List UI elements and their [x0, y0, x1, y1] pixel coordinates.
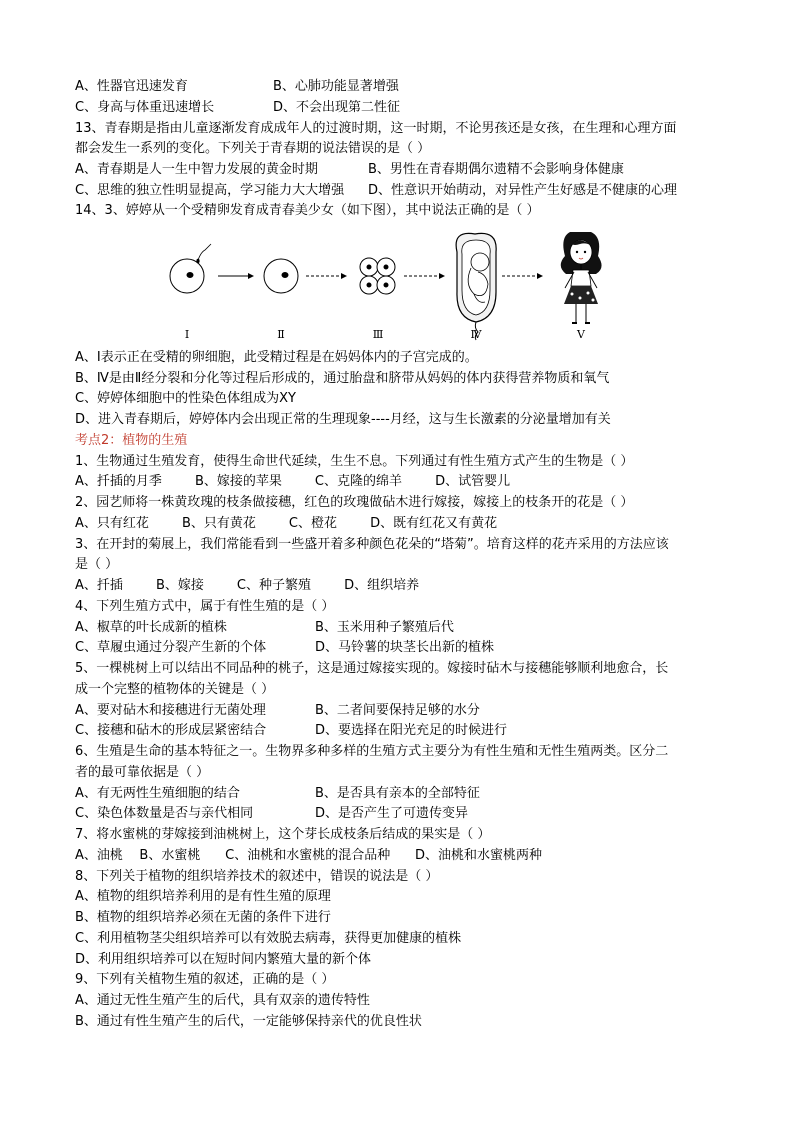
- q12-option-c: C、身高与体重迅速增长: [75, 100, 215, 115]
- q13-option-c: C、思维的独立性明显提高，学习能力大大增强: [75, 183, 345, 198]
- p3-options: A、扦插 B、嫁接 C、种子繁殖 D、组织培养: [75, 578, 420, 593]
- p6-option-c: C、染色体数量是否与亲代相同: [75, 806, 254, 821]
- p4-options-row-2: [75, 640, 494, 656]
- p8-option-c: C、利用植物茎尖组织培养可以有效脱去病毒，获得更加健康的植株: [75, 931, 462, 946]
- p6-option-d: D、是否产生了可遗传变异: [315, 806, 469, 821]
- p6-option-b: B、是否具有亲本的全部特征: [315, 786, 480, 801]
- stage-label-4: Ⅳ: [470, 328, 482, 341]
- q14-option-d: D、进入青春期后，婷婷体内会出现正常的生理现象----月经，这与生长激素的分泌量增加有关: [75, 412, 611, 427]
- p5-options-row-1: [75, 703, 480, 719]
- q13-option-b: B、男性在青春期偶尔遗精不会影响身体健康: [368, 162, 624, 177]
- fetus-in-uterus-icon: [456, 233, 496, 340]
- arrow-dashed-icon: [404, 273, 445, 279]
- section-2-title: 考点2：植物的生殖: [75, 433, 188, 448]
- p8-stem: 8、下列关于植物的组织培养技术的叙述中，错误的说法是（ ）: [75, 869, 439, 884]
- zygote-icon: [264, 259, 298, 293]
- p5-stem-line-1: 5、一棵桃树上可以结出不同品种的桃子，这是通过嫁接实现的。嫁接时砧木与接穗能够顺利地愈合，长: [75, 661, 669, 676]
- p6-options-row-1: [75, 786, 480, 802]
- q12-options-row-2: [75, 100, 400, 116]
- q14-option-a: A、Ⅰ表示正在受精的卵细胞，此受精过程是在妈妈体内的子宫完成的。: [75, 350, 478, 365]
- stage-label-5: Ⅴ: [577, 328, 585, 341]
- p4-stem: 4、下列生殖方式中，属于有性生殖的是（ ）: [75, 599, 335, 614]
- stage-label-2: Ⅱ: [277, 328, 285, 341]
- p5-options-row-2: [75, 723, 507, 739]
- stage-label-3: Ⅲ: [372, 328, 384, 341]
- p2-stem: 2、园艺师将一株黄玫瑰的枝条做接穗，红色的玫瑰做砧木进行嫁接，嫁接上的枝条开的花是（ ）: [75, 495, 634, 510]
- p9-option-a: A、通过无性生殖产生的后代，具有双亲的遗传特性: [75, 993, 370, 1008]
- p5-option-a: A、要对砧木和接穗进行无菌处理: [75, 703, 266, 718]
- arrow-solid-icon: [218, 273, 254, 279]
- p8-option-d: D、利用组织培养可以在短时间内繁殖大量的新个体: [75, 952, 372, 967]
- stage-label-1: Ⅰ: [184, 328, 190, 341]
- q12-option-d: D、不会出现第二性征: [273, 100, 401, 115]
- q14-stem: 14、3、婷婷从一个受精卵发育成青春美少女（如下图），其中说法正确的是（ ）: [75, 203, 540, 218]
- q13-option-d: D、性意识开始萌动，对异性产生好感是不健康的心理: [368, 183, 678, 198]
- p1-stem: 1、生物通过生殖发育，使得生命世代延续，生生不息。下列通过有性生殖方式产生的生物是（ ）: [75, 454, 634, 469]
- p5-option-d: D、要选择在阳光充足的时候进行: [315, 723, 508, 738]
- q14-option-c: C、婷婷体细胞中的性染色体组成为XY: [75, 391, 296, 406]
- q13-options-row-2: [75, 183, 677, 199]
- p7-options: A、油桃 B、水蜜桃 C、油桃和水蜜桃的混合品种 D、油桃和水蜜桃两种: [75, 848, 543, 863]
- p9-option-b: B、通过有性生殖产生的后代，一定能够保持亲代的优良性状: [75, 1014, 422, 1029]
- development-diagram: [160, 232, 630, 344]
- p2-options: A、只有红花 B、只有黄花 C、橙花 D、既有红花又有黄花: [75, 516, 498, 531]
- q13-stem-line-2: 都会发生一系列的变化。下列关于青春期的说法错误的是（ ）: [75, 141, 431, 156]
- p3-stem-line-2: 是（ ）: [75, 557, 119, 572]
- p6-stem-line-1: 6、生殖是生命的基本特征之一。生物界多种多样的生殖方式主要分为有性生殖和无性生殖两类。区分二: [75, 744, 669, 759]
- q13-options-row-1: [75, 162, 624, 178]
- q12-option-a: A、性器官迅速发育: [75, 79, 188, 94]
- p4-option-b: B、玉米用种子繁殖后代: [315, 620, 454, 635]
- p6-stem-line-2: 者的最可靠依据是（ ）: [75, 765, 210, 780]
- p4-option-c: C、草履虫通过分裂产生新的个体: [75, 640, 267, 655]
- p7-stem: 7、将水蜜桃的芽嫁接到油桃树上，这个芽长成枝条后结成的果实是（ ）: [75, 827, 491, 842]
- q13-stem-line-1: 13、青春期是指由儿童逐渐发育成成年人的过渡时期，这一时期，不论男孩还是女孩，在生理和心理方面: [75, 121, 677, 136]
- cell-cluster-icon: [360, 258, 395, 294]
- q13-option-a: A、青春期是人一生中智力发展的黄金时期: [75, 162, 318, 177]
- q12-options-row-1: [75, 79, 399, 95]
- p6-options-row-2: [75, 806, 468, 822]
- p3-stem-line-1: 3、在开封的菊展上，我们常能看到一些盛开着多种颜色花朵的“塔菊”。培育这样的花卉采用的方法应该: [75, 537, 669, 552]
- p4-option-d: D、马铃薯的块茎长出新的植株: [315, 640, 495, 655]
- p5-stem-line-2: 成一个完整的植物体的关键是（ ）: [75, 682, 275, 697]
- p1-options: A、扦插的月季 B、嫁接的苹果 C、克隆的绵羊 D、试管婴儿: [75, 474, 511, 489]
- p8-option-b: B、植物的组织培养必须在无菌的条件下进行: [75, 910, 331, 925]
- fertilized-egg-icon: [170, 244, 211, 293]
- p9-stem: 9、下列有关植物生殖的叙述，正确的是（ ）: [75, 972, 335, 987]
- arrow-dashed-icon: [502, 273, 543, 279]
- p5-option-c: C、接穗和砧木的形成层紧密结合: [75, 723, 267, 738]
- p5-option-b: B、二者间要保持足够的水分: [315, 703, 480, 718]
- q12-option-b: B、心肺功能显著增强: [273, 79, 399, 94]
- p6-option-a: A、有无两性生殖细胞的结合: [75, 786, 240, 801]
- p8-option-a: A、植物的组织培养利用的是有性生殖的原理: [75, 889, 331, 904]
- p4-option-a: A、椒草的叶长成新的植株: [75, 620, 227, 635]
- q14-option-b: B、Ⅳ是由Ⅱ经分裂和分化等过程后形成的，通过胎盘和脐带从妈妈的体内获得营养物质和氧气: [75, 371, 610, 386]
- p4-options-row-1: [75, 620, 454, 636]
- girl-icon: [561, 232, 602, 324]
- arrow-dashed-icon: [306, 273, 347, 279]
